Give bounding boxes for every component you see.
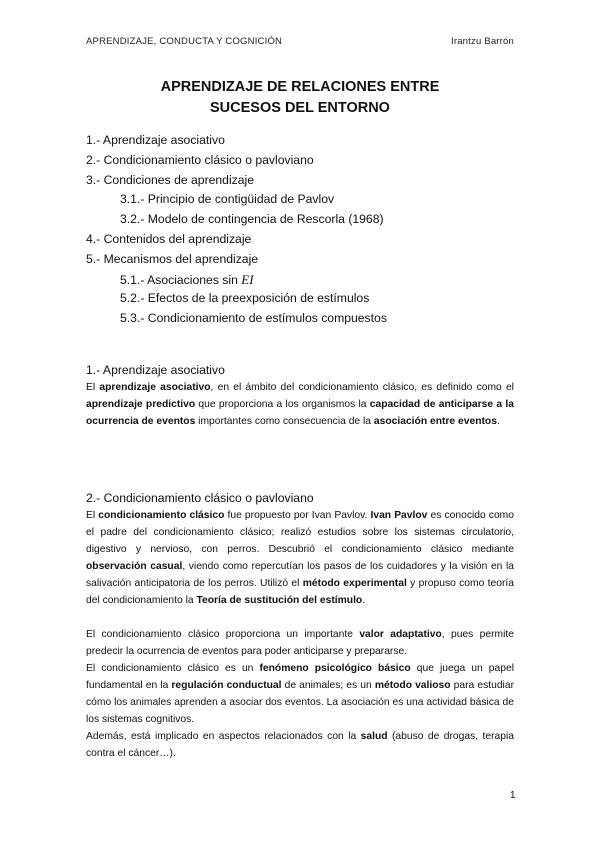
toc-subitem: 3.2.- Modelo de contingencia de Rescorla (1968) bbox=[120, 212, 384, 227]
key-term: regulación conductual bbox=[171, 680, 282, 691]
key-term: asociación entre eventos bbox=[373, 416, 497, 427]
toc-item: 3.- Condiciones de aprendizaje bbox=[86, 172, 255, 187]
key-term: método experimental bbox=[302, 578, 407, 589]
section-2-paragraph-3 bbox=[86, 660, 514, 728]
toc-subitem: 5.3.- Condicionamiento de estímulos compuestos bbox=[120, 311, 387, 326]
text: que proporciona a los organismos la bbox=[195, 399, 370, 410]
toc-ei-symbol: EI bbox=[241, 271, 254, 287]
text: para estudiar cómo los animales aprenden a asociar dos eventos. La asociación es una actividad básica de los sistemas cognitivos. bbox=[86, 680, 514, 725]
key-term: observación casual bbox=[86, 561, 183, 572]
title-line-2: SUCESOS DEL ENTORNO bbox=[210, 100, 390, 116]
key-term: método valioso bbox=[374, 680, 451, 691]
key-term: fenómeno psicológico básico bbox=[259, 663, 411, 674]
section-1-heading: 1.- Aprendizaje asociativo bbox=[86, 363, 225, 377]
key-term: valor adaptativo bbox=[359, 629, 442, 640]
toc-subitem-text: 5.1.- Asociaciones sin bbox=[120, 272, 238, 287]
text: , viendo como repercutían los pasos de los cuidadores y la visión en la salivación anticipatoria de los perros. Utilizó el bbox=[86, 561, 515, 589]
text: importantes como consecuencia de la bbox=[195, 416, 374, 427]
text: El condicionamiento clásico es un bbox=[86, 663, 260, 674]
toc-item: 5.- Mecanismos del aprendizaje bbox=[86, 251, 259, 266]
section-2-paragraph-2 bbox=[86, 626, 514, 660]
key-term: Ivan Pavlov bbox=[370, 510, 428, 521]
text: . bbox=[496, 416, 500, 427]
document-title bbox=[0, 77, 600, 119]
section-1-paragraph bbox=[86, 379, 514, 430]
toc-item: 1.- Aprendizaje asociativo bbox=[86, 133, 225, 147]
toc-subitem bbox=[86, 270, 387, 290]
table-of-contents bbox=[86, 131, 387, 329]
section-2 bbox=[86, 489, 514, 762]
text: que juega un papel fundamental en la bbox=[86, 663, 515, 691]
text: El condicionamiento clásico proporciona un importante bbox=[86, 629, 360, 640]
text: , en el ámbito del condicionamiento clásico, es definido como el bbox=[210, 382, 514, 393]
title-line-1: APRENDIZAJE DE RELACIONES ENTRE bbox=[160, 79, 440, 95]
toc-subitem: 3.1.- Principio de contigüidad de Pavlov bbox=[120, 192, 335, 207]
section-2-paragraph-1 bbox=[86, 507, 514, 609]
section-2-heading: 2.- Condicionamiento clásico o pavloviano bbox=[86, 491, 314, 505]
toc-item: 4.- Contenidos del aprendizaje bbox=[86, 231, 252, 246]
key-term: aprendizaje predictivo bbox=[86, 399, 196, 410]
key-term: capacidad de anticiparse a la ocurrencia de eventos bbox=[86, 399, 514, 427]
text: Además, está implicado en aspectos relacionados con la bbox=[86, 731, 361, 742]
section-2-paragraph-4 bbox=[86, 728, 514, 762]
key-term: Teoría de sustitución del estímulo bbox=[196, 595, 363, 606]
key-term: salud bbox=[360, 731, 388, 742]
header-course: APRENDIZAJE, CONDUCTA Y COGNICIÓN bbox=[86, 36, 283, 47]
key-term: aprendizaje asociativo bbox=[99, 382, 211, 393]
toc-subitem: 5.2.- Efectos de la preexposición de estímulos bbox=[120, 291, 370, 306]
key-term: condicionamiento clásico bbox=[98, 510, 225, 521]
text: y propuso como teoría del condicionamiento la bbox=[86, 578, 514, 606]
toc-item: 2.- Condicionamiento clásico o pavloviano bbox=[86, 152, 314, 167]
text: (abuso de drogas, terapia contra el cáncer…). bbox=[86, 731, 514, 759]
text: El bbox=[86, 382, 100, 393]
page-number: 1 bbox=[510, 790, 516, 801]
text: El bbox=[86, 510, 99, 521]
text: es conocido como el padre del condicionamiento clásico; realizó estudios sobre los sistemas circulatorio, digestivo y nervioso, con perros. Descubrió el condicionamiento clásico mediante bbox=[86, 510, 514, 555]
header-author: Irantzu Barrón bbox=[451, 36, 514, 47]
text: . bbox=[362, 595, 366, 606]
text: , pues permite predecir la ocurrencia de eventos para poder anticiparse y prepararse. bbox=[86, 629, 514, 657]
text: de animales; es un bbox=[281, 680, 375, 691]
section-1 bbox=[86, 361, 514, 430]
text: fue propuesto por Ivan Pavlov. bbox=[224, 510, 371, 521]
